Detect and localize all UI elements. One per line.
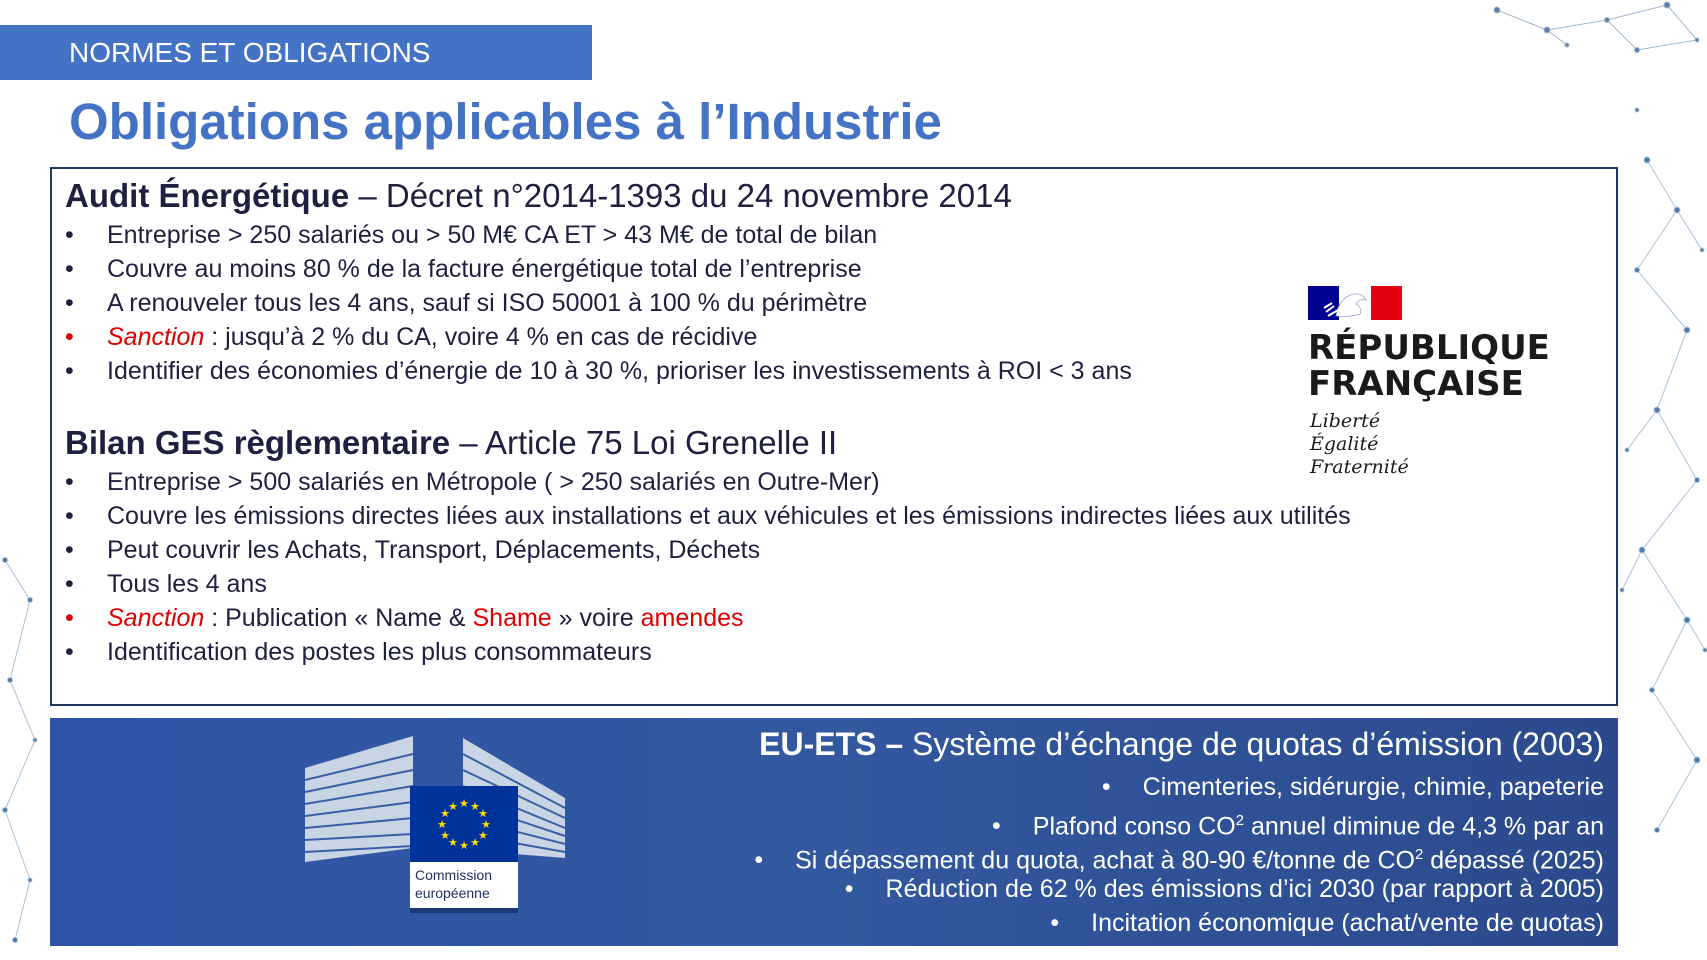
audit-item-2 <box>57 252 1132 286</box>
rf-line2: FRANÇAISE <box>1308 364 1524 404</box>
euets-heading-bold: EU-ETS – <box>759 726 904 762</box>
devise-liberte: Liberté <box>1310 410 1381 432</box>
audit-item-5 <box>57 354 1132 388</box>
svg-text:★: ★ <box>437 818 447 831</box>
ges-item-sanction <box>57 601 1351 635</box>
ec-logo-line2: européenne <box>415 885 490 901</box>
audit-item-text: Entreprise > 250 salariés ou > 50 M€ CA ET > 43 M€ de total de bilan <box>107 221 878 249</box>
network-decoration-left <box>0 540 50 960</box>
ges-item-1 <box>57 465 1351 499</box>
rf-line1: RÉPUBLIQUE <box>1308 328 1550 368</box>
euets-heading-rest: Système d’échange de quotas d’émission (2003) <box>903 726 1604 762</box>
ges-item-6 <box>57 635 1351 669</box>
audit-item-sanction <box>57 320 1132 354</box>
bullet: • <box>65 323 74 351</box>
bullet: • <box>65 570 74 598</box>
svg-text:★: ★ <box>448 836 458 849</box>
rf-devise <box>1310 410 1409 479</box>
euets-item-text: dépassé (2025) <box>1423 846 1604 875</box>
euets-item-4 <box>754 872 1604 906</box>
bullet: • <box>65 536 74 564</box>
network-decoration-right <box>1617 150 1707 870</box>
bullet: • <box>1101 773 1111 801</box>
devise-egalite: Égalité <box>1310 433 1379 455</box>
sanction-text: » voire <box>551 604 641 632</box>
sanction-text: : Publication « Name & <box>204 604 473 632</box>
ges-item-text: Peut couvrir les Achats, Transport, Déplacements, Déchets <box>107 536 761 564</box>
euets-item-text: Plafond conso CO <box>1032 812 1236 841</box>
svg-text:★: ★ <box>459 839 469 852</box>
bullet: • <box>754 846 764 875</box>
ges-list <box>57 465 1351 669</box>
bullet: • <box>65 502 74 530</box>
euets-item-5 <box>754 906 1604 940</box>
euets-item-text: Si dépassement du quota, achat à 80-90 €/tonne de CO <box>795 846 1415 875</box>
ges-item-text: Identification des postes les plus consommateurs <box>107 638 652 666</box>
ges-item-3 <box>57 533 1351 567</box>
bullet: • <box>844 875 854 903</box>
euets-item-text: Réduction de 62 % des émissions d’ici 2030 (par rapport à 2005) <box>885 875 1604 903</box>
sanction-text: : jusqu’à 2 % du CA, voire 4 % en cas de récidive <box>204 323 758 351</box>
audit-item-text: A renouveler tous les 4 ans, sauf si ISO 50001 à 100 % du périmètre <box>107 289 868 317</box>
euets-box <box>50 718 1618 946</box>
euets-item-text: annuel diminue de 4,3 % par an <box>1244 812 1604 841</box>
bullet: • <box>65 289 74 317</box>
ges-item-4 <box>57 567 1351 601</box>
svg-text:★: ★ <box>440 829 450 842</box>
audit-item-3 <box>57 286 1132 320</box>
sanction-amendes: amendes <box>640 604 744 632</box>
euets-list <box>754 770 1604 940</box>
ges-item-text: Entreprise > 500 salariés en Métropole ( > 250 salariés en Outre-Mer) <box>107 468 880 496</box>
page-title: Obligations applicables à l’Industrie <box>69 93 942 150</box>
bullet: • <box>1050 909 1060 937</box>
euets-item-text: Cimenteries, sidérurgie, chimie, papeterie <box>1142 773 1604 801</box>
audit-list <box>57 218 1132 388</box>
devise-fraternite: Fraternité <box>1310 456 1409 478</box>
bullet: • <box>992 812 1001 841</box>
svg-text:★: ★ <box>478 829 488 842</box>
euets-item-text: Incitation économique (achat/vente de quotas) <box>1091 909 1604 937</box>
svg-text:★: ★ <box>470 800 480 813</box>
svg-text:★: ★ <box>470 836 480 849</box>
audit-item-text: Identifier des économies d’énergie de 10 à 30 %, prioriser les investissements à ROI < 3 ans <box>107 357 1132 385</box>
ges-heading-bold: Bilan GES règlementaire <box>65 424 451 461</box>
sanction-label: Sanction <box>107 604 205 632</box>
svg-text:★: ★ <box>478 807 488 820</box>
republique-francaise-logo <box>1308 330 1550 402</box>
euets-item-3 <box>754 838 1604 875</box>
svg-text:★: ★ <box>440 807 450 820</box>
euets-heading <box>759 726 1604 763</box>
euets-item-1 <box>754 770 1604 804</box>
bullet: • <box>65 604 74 632</box>
bullet: • <box>65 221 74 249</box>
co2-subscript: 2 <box>1235 812 1245 829</box>
euets-item-2 <box>754 804 1604 841</box>
european-commission-logo <box>305 728 575 918</box>
audit-heading <box>65 177 1012 215</box>
svg-text:★: ★ <box>459 797 469 810</box>
ges-item-text: Tous les 4 ans <box>107 570 267 598</box>
bullet: • <box>65 357 74 385</box>
audit-heading-rest: – Décret n°2014-1393 du 24 novembre 2014 <box>349 177 1012 214</box>
sanction-shame: Shame <box>472 604 552 632</box>
co2-subscript: 2 <box>1414 846 1424 863</box>
audit-heading-bold: Audit Énergétique <box>65 177 350 214</box>
ges-heading-rest: – Article 75 Loi Grenelle II <box>450 424 838 461</box>
section-tag: NORMES ET OBLIGATIONS <box>0 25 592 80</box>
svg-text:★: ★ <box>448 800 458 813</box>
svg-text:★: ★ <box>481 818 491 831</box>
sanction-label: Sanction <box>107 323 205 351</box>
marianne-flag-icon <box>1308 286 1402 320</box>
ec-logo-line1: Commission <box>415 867 493 883</box>
bullet: • <box>65 468 74 496</box>
ges-heading <box>65 424 837 462</box>
audit-item-1 <box>57 218 1132 252</box>
ges-item-2 <box>57 499 1351 533</box>
ges-item-text: Couvre les émissions directes liées aux installations et aux véhicules et les émissions indirectes liées aux utilités <box>107 502 1351 530</box>
audit-item-text: Couvre au moins 80 % de la facture énergétique total de l’entreprise <box>107 255 862 283</box>
bullet: • <box>65 638 74 666</box>
bullet: • <box>65 255 74 283</box>
